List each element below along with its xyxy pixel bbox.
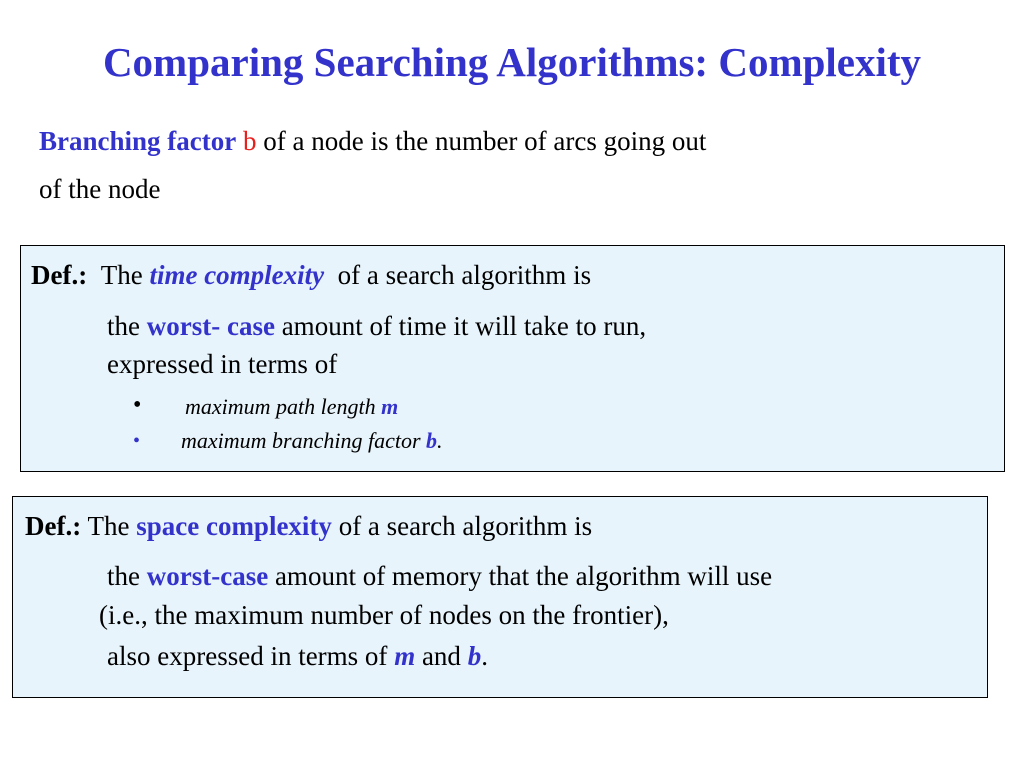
the-word: The (100, 260, 143, 290)
branching-factor-intro (39, 117, 706, 213)
space-def-line-4 (107, 639, 488, 673)
space-def-line-2-rest: amount of memory that the algorithm will use (274, 561, 773, 591)
def-label: Def.: (25, 511, 82, 541)
the-word: the (107, 311, 140, 341)
time-def-line-2-rest: amount of time it will take to run, (281, 311, 647, 341)
time-def-line-3: expressed in terms of (107, 349, 338, 379)
branching-factor-var: b (242, 126, 257, 156)
space-def-line-3: (i.e., the maximum number of nodes on the frontier), (99, 600, 669, 630)
space-complexity-term: space complexity (136, 511, 332, 541)
intro-line-1 (39, 117, 706, 165)
the-word: the (107, 561, 140, 591)
bullet-var: m (381, 394, 399, 419)
time-def-after-term: of a search algorithm is (337, 260, 592, 290)
and-word: and (421, 641, 461, 671)
bullet-var: b (426, 428, 438, 453)
bullet-text: maximum branching factor (181, 428, 421, 453)
branching-factor-term: Branching factor (39, 126, 237, 156)
slide-title: Comparing Searching Algorithms: Complexity (102, 39, 922, 85)
bullet-item-max-path-length (185, 392, 398, 422)
space-def-after-term: of a search algorithm is (338, 511, 593, 541)
time-def-line-1 (31, 258, 591, 292)
bullet-item-max-branching-factor (181, 426, 443, 456)
worst-case-term: worst- case (146, 311, 275, 341)
space-def-line-4-pre: also expressed in terms of (107, 641, 388, 671)
space-complexity-definition-box (12, 496, 988, 698)
period: . (481, 641, 488, 671)
space-def-line-2 (107, 559, 772, 593)
intro-line-2: of the node (39, 174, 161, 204)
worst-case-term: worst-case (146, 561, 269, 591)
space-def-line-1 (25, 509, 592, 543)
var-b: b (467, 641, 482, 671)
time-def-line-2 (107, 309, 646, 343)
bullet-text: maximum path length (185, 394, 376, 419)
bullet-end: . (437, 428, 443, 453)
var-m: m (394, 641, 416, 671)
def-label: Def.: (31, 260, 88, 290)
intro-rest: of a node is the number of arcs going out (263, 126, 707, 156)
time-complexity-definition-box (20, 245, 1005, 472)
time-complexity-term: time complexity (149, 260, 325, 290)
bullet-icon: • (133, 392, 142, 418)
bullet-icon: • (133, 430, 141, 452)
the-word: The (87, 511, 130, 541)
